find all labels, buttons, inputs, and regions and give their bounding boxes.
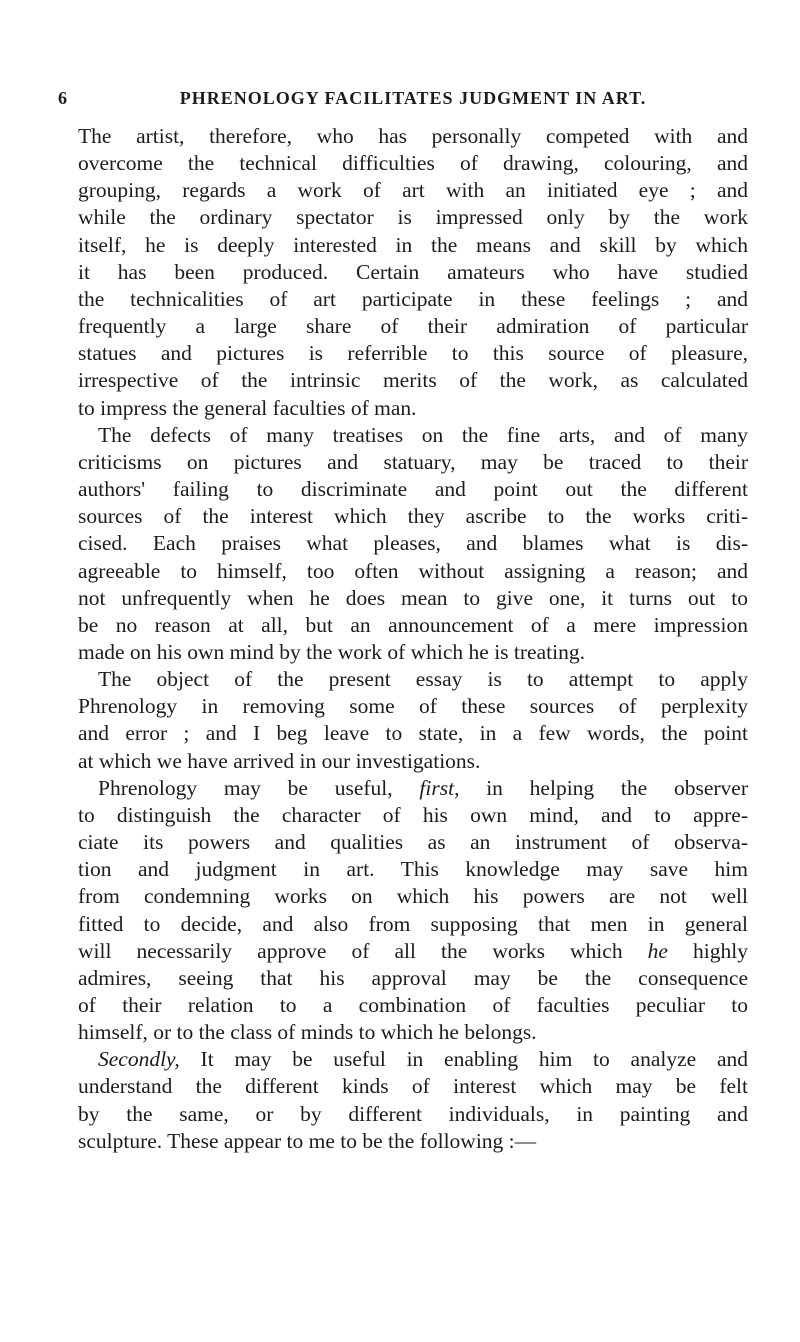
text-line: cised. Each praises what pleases, and blames what is dis-: [78, 531, 748, 556]
running-title: PHRENOLOGY FACILITATES JUDGMENT IN ART.: [179, 88, 647, 108]
emphasis-secondly: Secondly,: [98, 1047, 180, 1072]
text-line: itself, he is deeply interested in the means and skill by which: [78, 232, 748, 257]
text-line: while the ordinary spectator is impressed only by the work: [78, 205, 748, 230]
text-line-he-highly: [78, 938, 748, 965]
text-line: to impress the general faculties of man.: [78, 395, 417, 420]
page-number: 6: [58, 88, 68, 108]
paragraph-first-body: [78, 802, 748, 938]
text-line: overcome the technical difficulties of drawing, colouring, and: [78, 151, 748, 176]
text-line: Phrenology in removing some of these sources of perplexity: [78, 694, 748, 719]
text-run: will necessarily approve of all the works which: [78, 938, 648, 963]
text-line: from condemning works on which his powers are not well: [78, 884, 748, 909]
text-line-phrenology-useful: [78, 775, 748, 802]
text-line: tion and judgment in art. This knowledge may save him: [78, 857, 748, 882]
text-line: authors' failing to discriminate and point out the different: [78, 477, 748, 502]
text-line: agreeable to himself, too often without assigning a reason; and: [78, 558, 748, 583]
text-run: , in helping the observer: [454, 775, 748, 800]
text-line: sources of the interest which they ascribe to the works criti-: [78, 504, 748, 529]
text-line: be no reason at all, but an announcement of a mere impression: [78, 612, 748, 637]
text-line: and error ; and I beg leave to state, in a few words, the point: [78, 721, 748, 746]
running-head: [56, 88, 746, 112]
text-line: grouping, regards a work of art with an initiated eye ; and: [78, 178, 748, 203]
text-line: The artist, therefore, who has personally competed with and: [78, 124, 748, 148]
paragraph-first-end: [78, 965, 748, 1046]
text-line: statues and pictures is referrible to this source of pleasure,: [78, 341, 748, 366]
paragraph-secondly-body: [78, 1073, 748, 1154]
text-line: made on his own mind by the work of which he is treating.: [78, 639, 585, 664]
text-run: highly: [667, 938, 748, 963]
text-line: himself, or to the class of minds to which he belongs.: [78, 1020, 537, 1045]
text-line: of their relation to a combination of faculties peculiar to: [78, 993, 748, 1017]
text-line: at which we have arrived in our investigations.: [78, 748, 481, 773]
text-line: to distinguish the character of his own mind, and to appre-: [78, 802, 748, 827]
text-line: The defects of many treatises on the fine arts, and of many: [98, 422, 748, 447]
body-text: [78, 123, 748, 1155]
text-run: Phrenology may be useful,: [98, 775, 420, 800]
text-line: criticisms on pictures and statuary, may be traced to their: [78, 449, 748, 474]
text-line-secondly: [78, 1046, 748, 1073]
text-line: ciate its powers and qualities as an instrument of observa-: [78, 830, 748, 855]
text-line: admires, seeing that his approval may be the consequence: [78, 965, 748, 990]
text-line: irrespective of the intrinsic merits of the work, as calculated: [78, 368, 748, 393]
text-line: The object of the present essay is to attempt to apply: [98, 667, 748, 692]
emphasis-he: he: [647, 938, 668, 963]
paragraphs-artist-defects-object: [78, 123, 748, 775]
text-line: the technicalities of art participate in these feelings ; and: [78, 286, 748, 311]
text-line: understand the different kinds of interest which may be felt: [78, 1074, 748, 1099]
text-line: frequently a large share of their admiration of particular: [78, 314, 748, 339]
text-line: sculpture. These appear to me to be the following :—: [78, 1128, 537, 1153]
text-line: it has been produced. Certain amateurs who have studied: [78, 259, 748, 284]
emphasis-first: first: [419, 775, 455, 800]
text-run: It may be useful in enabling him to analyze and: [179, 1047, 748, 1072]
text-line: by the same, or by different individuals, in painting and: [78, 1101, 748, 1126]
text-line: not unfrequently when he does mean to give one, it turns out to: [78, 585, 748, 610]
text-line: fitted to decide, and also from supposing that men in general: [78, 911, 748, 936]
